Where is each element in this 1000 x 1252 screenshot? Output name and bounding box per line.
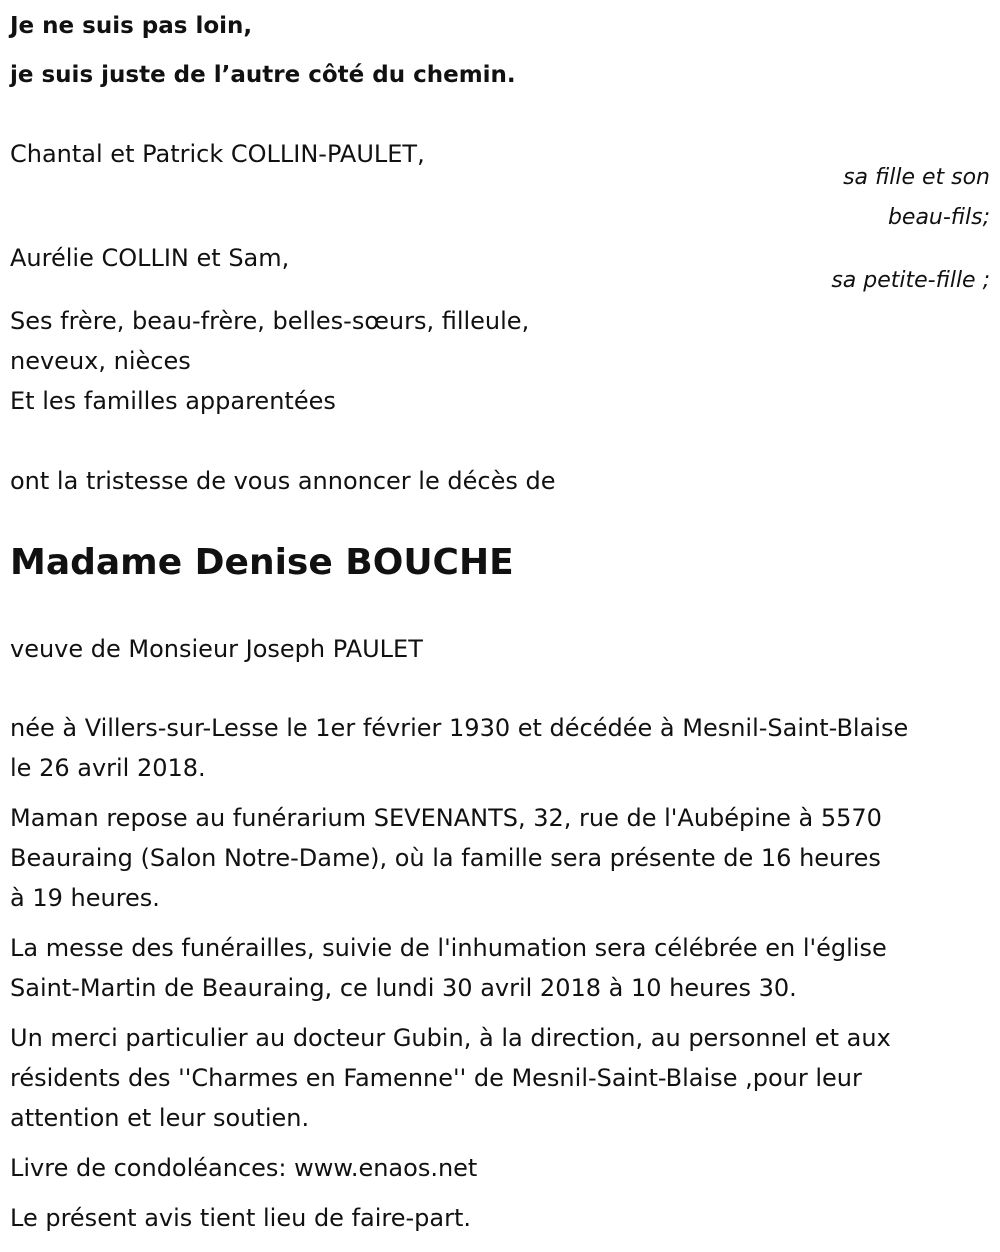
epigraph-line-1: Je ne suis pas loin, [10,13,253,39]
granddaughter-relation: sa petite-fille ; [831,268,990,293]
daughter-relation-line-2: beau-fils; [887,205,990,230]
thanks-line-3: attention et leur soutien. [10,1104,310,1132]
thanks-line-2: résidents des ''Charmes en Famenne'' de Mesnil-Saint-Blaise ,pour leur [10,1064,862,1092]
daughter-names: Chantal et Patrick COLLIN-PAULET, [10,140,425,168]
funeral-mass-line-2: Saint-Martin de Beauraing, ce lundi 30 avril 2018 à 10 heures 30. [10,974,797,1002]
funeral-home-line-2: Beauraing (Salon Notre-Dame), où la famille sera présente de 16 heures [10,844,881,872]
granddaughter-names: Aurélie COLLIN et Sam, [10,244,290,272]
announcement: ont la tristesse de vous annoncer le décès de [10,467,556,495]
notice-statement: Le présent avis tient lieu de faire-part. [10,1204,472,1232]
epigraph-line-2: je suis juste de l’autre côté du chemin. [10,62,516,88]
family-others-line-3: Et les familles apparentées [10,387,336,415]
family-others-line-2: neveux, nièces [10,347,191,375]
widow-of: veuve de Monsieur Joseph PAULET [10,635,423,663]
obituary-notice [10,0,990,1252]
condolences-link[interactable]: Livre de condoléances: www.enaos.net [10,1154,478,1182]
thanks-line-1: Un merci particulier au docteur Gubin, à la direction, au personnel et aux [10,1024,891,1052]
birth-death-line-2: le 26 avril 2018. [10,754,206,782]
daughter-relation-line-1: sa fille et son [843,165,990,190]
funeral-mass-line-1: La messe des funérailles, suivie de l'inhumation sera célébrée en l'église [10,934,887,962]
family-others-line-1: Ses frère, beau-frère, belles-sœurs, filleule, [10,307,530,335]
birth-death-line-1: née à Villers-sur-Lesse le 1er février 1930 et décédée à Mesnil-Saint-Blaise [10,714,909,742]
deceased-name: Madame Denise BOUCHE [10,542,514,583]
funeral-home-line-1: Maman repose au funérarium SEVENANTS, 32, rue de l'Aubépine à 5570 [10,804,882,832]
funeral-home-line-3: à 19 heures. [10,884,160,912]
